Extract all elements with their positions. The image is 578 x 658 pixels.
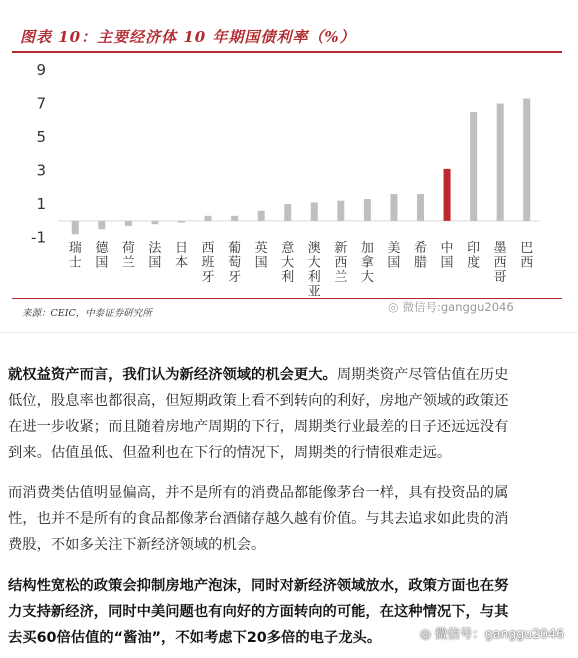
x-tick-label: 大 [281, 255, 295, 271]
x-tick-label: 印 [467, 241, 481, 256]
x-tick-label: 兰 [334, 270, 348, 285]
paragraph-1-bold: 就权益资产而言，我们认为新经济领域的机会更大。 [8, 367, 337, 383]
watermark-bottom-text: 微信号：ganggu2046 [434, 626, 565, 641]
bar [258, 211, 265, 221]
bar [125, 221, 132, 226]
x-tick-label: 新 [334, 241, 348, 256]
y-tick-label: 5 [36, 128, 46, 147]
x-tick-label: 本 [174, 255, 189, 271]
x-tick-label: 葡 [228, 241, 242, 256]
y-tick-label: 9 [36, 61, 46, 79]
bar [311, 202, 318, 220]
x-tick-label: 荷 [121, 241, 135, 256]
paragraph-1-line-1 [8, 362, 570, 388]
x-tick-label: 中 [440, 241, 454, 256]
x-tick-label: 国 [148, 255, 162, 271]
x-tick-label: 巴 [520, 241, 534, 256]
bar [417, 194, 424, 221]
watermark-chart [388, 299, 514, 315]
bar [284, 204, 291, 221]
chart-title: 图表 10：主要经济体 10 年期国债利率（%） [20, 28, 356, 46]
x-tick-label: 哥 [493, 270, 507, 285]
x-tick-label: 大 [360, 270, 374, 285]
bar [72, 221, 79, 234]
bar [444, 169, 451, 221]
x-tick-label: 美 [387, 241, 401, 256]
x-tick-label: 法 [148, 241, 162, 256]
x-tick-label: 度 [467, 255, 481, 271]
x-tick-label: 瑞 [68, 241, 82, 256]
paragraph-3-line-3: 去买60倍估值的“酱油”，不如考虑下20多倍的电子龙头。 [8, 630, 382, 646]
x-tick-label: 德 [95, 241, 109, 256]
y-tick-label: 1 [36, 195, 46, 214]
x-tick-label: 牙 [201, 270, 215, 285]
title-rule [12, 51, 562, 53]
x-tick-label: 西 [201, 241, 215, 256]
x-tick-label: 意 [281, 241, 295, 256]
x-tick-label: 牙 [228, 270, 242, 285]
x-tick-label: 澳 [307, 241, 321, 256]
paragraph-1-line-4: 到来。估值虽低、但盈利也在下行的情况下，周期类的行情很难走远。 [8, 445, 452, 461]
paragraph-1-line-3: 在进一步收紧；而且随着房地产周期的下行，周期类行业最差的日子还远远没有 [8, 419, 509, 435]
x-tick-label: 希 [413, 241, 428, 256]
bar [390, 194, 397, 221]
watermark-chart-text: 微信号:ganggu2046 [402, 300, 514, 314]
paragraph-1 [8, 362, 570, 466]
paragraph-2-line-2: 性，也并不是所有的食品都像茅台酒储存越久越有价值。与其去追求如此贵的消 [8, 511, 509, 527]
watermark-bottom [420, 624, 564, 642]
x-tick-label: 加 [360, 241, 374, 256]
paragraph-3-line-1: 结构性宽松的政策会抑制房地产泡沫，同时对新经济领域放水，政策方面也在努 [8, 578, 509, 594]
x-tick-label: 拿 [360, 255, 374, 271]
bar [231, 216, 238, 221]
wechat-icon: ◎ [420, 625, 431, 641]
x-tick-label: 墨 [493, 241, 507, 256]
x-tick-label: 国 [387, 255, 401, 271]
x-tick-label: 国 [95, 255, 109, 271]
x-tick-label: 国 [254, 255, 268, 271]
bar [470, 112, 477, 221]
x-tick-label: 利 [281, 270, 295, 285]
wechat-icon: ◎ [388, 300, 399, 314]
x-tick-label: 西 [493, 255, 507, 271]
x-tick-label: 大 [307, 255, 321, 271]
x-tick-label: 日 [174, 241, 189, 256]
x-tick-label: 亚 [307, 284, 321, 296]
bar [497, 104, 504, 221]
x-tick-label: 西 [520, 255, 534, 271]
x-tick-label: 国 [440, 255, 454, 271]
paragraph-1-line-2: 低位，股息率也都很高，但短期政策上看不到转向的利好，房地产领域的政策还 [8, 393, 509, 409]
paragraph-2-line-1: 而消费类估值明显偏高，并不是所有的消费品都能像茅台一样，具有投资品的属 [8, 485, 509, 501]
bar [98, 221, 105, 229]
divider [0, 332, 578, 333]
bar [337, 201, 344, 221]
bar [178, 221, 185, 223]
x-tick-label: 士 [68, 255, 82, 271]
paragraph-3-line-2: 力支持新经济，同时中美问题也有向好的方面转向的可能，在这种情况下，与其 [8, 604, 509, 620]
y-tick-label: 3 [36, 161, 46, 180]
x-tick-label: 利 [307, 270, 321, 285]
x-tick-label: 腊 [413, 255, 428, 271]
paragraph-2-line-3: 费股，不如多关注下新经济领域的机会。 [8, 537, 266, 553]
bar [205, 216, 212, 221]
y-tick-label: -1 [31, 228, 46, 247]
bar [523, 98, 530, 220]
bar [151, 221, 158, 224]
chart-source: 来源：CEIC，中泰证券研究所 [22, 308, 152, 319]
x-tick-label: 班 [201, 255, 215, 271]
x-tick-label: 英 [254, 241, 268, 256]
paragraph-1-text: 周期类资产尽管估值在历史 [336, 367, 509, 383]
x-tick-label: 兰 [121, 255, 135, 271]
paragraph-2 [8, 480, 570, 558]
bar-chart [0, 56, 578, 296]
x-tick-label: 西 [334, 255, 348, 271]
x-tick-label: 萄 [228, 255, 242, 271]
bar [364, 199, 371, 221]
y-tick-label: 7 [36, 94, 46, 113]
